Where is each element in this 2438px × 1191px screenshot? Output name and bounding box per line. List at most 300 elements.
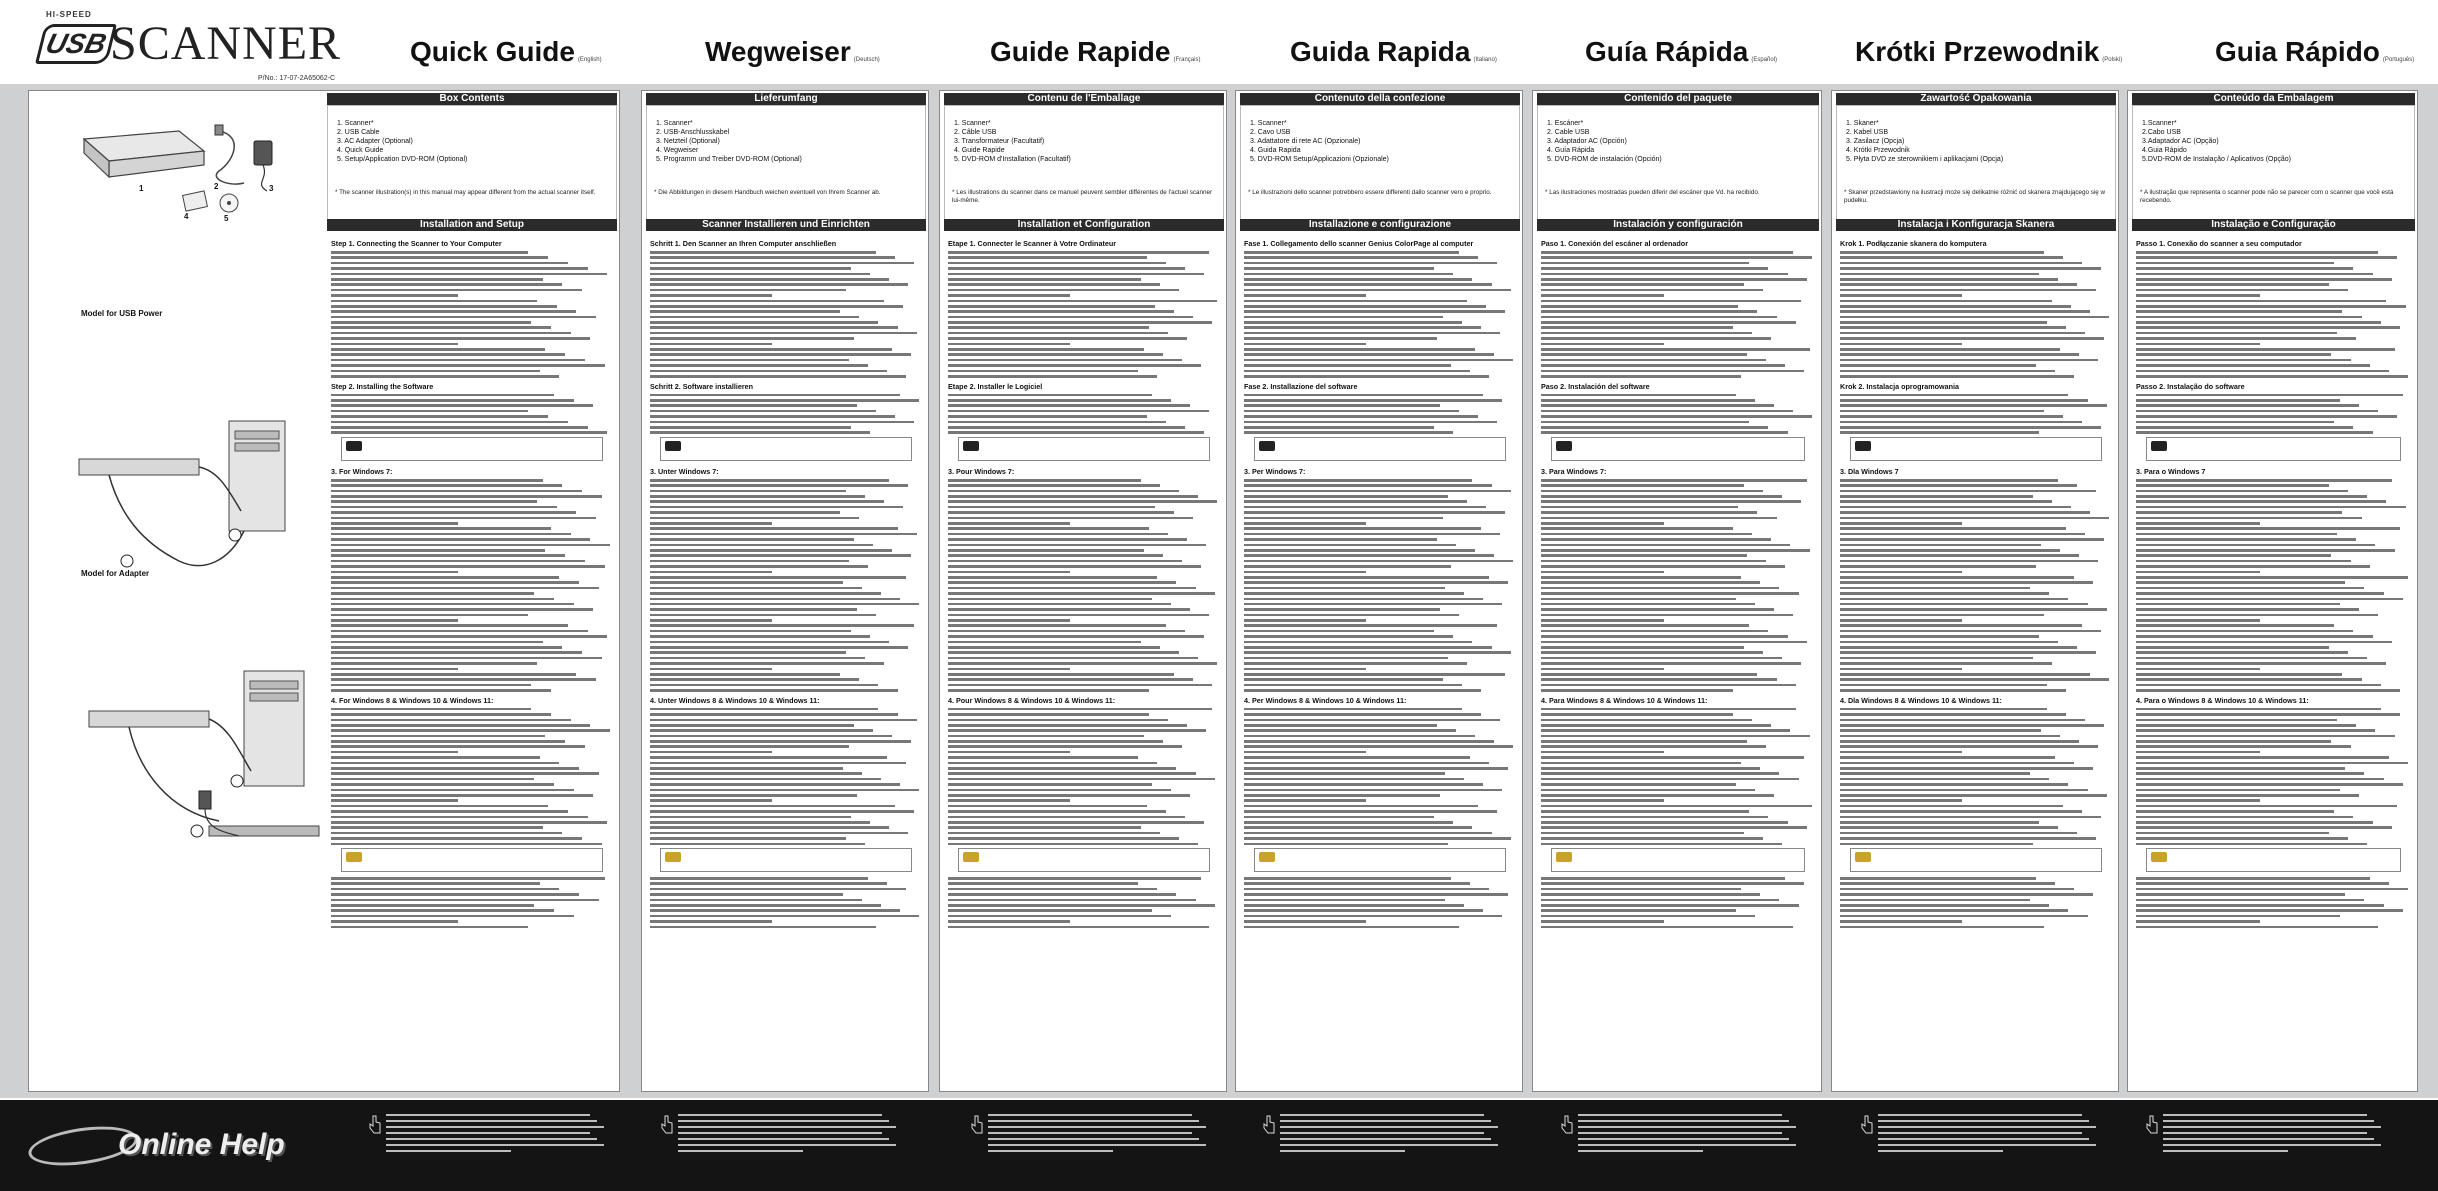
info-icon [2151,441,2167,451]
text-line [2136,337,2356,340]
text-line [650,882,887,885]
text-line [1541,904,1799,907]
text-line [331,756,540,759]
text-line [1541,511,1757,514]
text-line [2136,479,2392,482]
text-line [1280,1114,1484,1116]
text-line [1840,805,2063,808]
text-line [650,278,889,281]
svg-text:3: 3 [269,184,274,193]
box-contents-item: 2. Kabel USB [1846,129,1889,136]
text-line [331,300,537,303]
text-line [948,619,1070,622]
text-line [948,635,1204,638]
text-line [1244,888,1489,891]
text-line [650,673,840,676]
text-line [650,587,862,590]
text-line [1244,399,1502,402]
text-line [988,1132,1192,1134]
language-title-text: Guida Rapida [1290,36,1471,67]
text-line [1244,724,1437,727]
text-line [2136,294,2260,297]
text-line [650,767,843,770]
text-line [948,262,1166,265]
text-line [2136,370,2389,373]
text-line [948,783,1152,786]
installation-body [2136,235,2411,1083]
text-line [650,294,772,297]
text-line [331,740,565,743]
text-line [1840,267,2101,270]
text-line [2136,321,2381,324]
text-line [331,877,605,880]
footer-block-6 [2145,1112,2390,1182]
text-line [1840,370,2055,373]
text-line [1840,745,2098,748]
text-line [948,810,1166,813]
text-line [331,678,596,681]
text-line [1244,251,1459,254]
text-line [1840,635,2039,638]
text-line [2163,1120,2374,1122]
info-note-box [341,437,603,461]
text-line [1244,794,1440,797]
text-line [948,310,1174,313]
box-contents-item: 1. Escáner* [1547,120,1584,127]
text-line [1840,426,2101,429]
info-note [2136,437,2411,463]
text-line [2136,635,2373,638]
language-title-3 [1290,36,1497,68]
box-contents-item: 2. Câble USB [954,129,997,136]
text-line [2136,662,2386,665]
language-tag: (Polski) [2102,57,2123,63]
text-line [1541,262,1749,265]
text-line [650,421,914,424]
illustration-column [29,91,321,1091]
text-line [948,651,1179,654]
box-contents-item: 4. Guida Rapida [1250,147,1301,154]
text-line [2136,404,2359,407]
text-line [650,300,884,303]
info-note-box [1551,437,1805,461]
text-line [948,289,1179,292]
usb-scanner-logo [40,10,342,70]
info-icon [346,441,362,451]
text-line [2136,904,2384,907]
text-line [988,1126,1206,1128]
text-line [1541,805,1812,808]
box-contents-item: 3.Adaptador AC (Opção) [2142,138,2219,145]
attention-note-box [1254,848,1506,872]
text-line [948,608,1190,611]
box-contents-list [656,119,802,164]
text-line [2136,893,2345,896]
hand-pointer-icon [660,1114,674,1134]
text-line [948,899,1196,902]
text-line [650,511,840,514]
text-line [2136,684,2381,687]
text-line [331,689,551,692]
panel-body [2128,91,2418,1091]
text-line [2136,735,2395,738]
windows8-heading: 4. Unter Windows 8 & Windows 10 & Windows 11: [650,695,820,705]
text-line [678,1114,882,1116]
box-contents-item: 5. DVD-ROM Setup/Applicazioni (Opzionale) [1250,156,1389,163]
text-line [1840,571,1962,574]
text-line [331,511,576,514]
text-line [1840,735,2060,738]
text-line [2136,915,2340,918]
step1-heading: Paso 1. Conexión del escáner al ordenador [1541,239,1688,248]
step2-heading: Step 2. Installing the Software [331,381,434,391]
text-line [948,415,1147,418]
text-line [2136,348,2395,351]
text-line [2136,614,2378,617]
text-line [1541,506,1738,509]
text-line [650,729,873,732]
logo-tagline: HI-SPEED [46,10,92,19]
text-line [1541,517,1777,520]
text-line [948,735,1144,738]
text-line [650,404,857,407]
footer-text [1878,1114,2105,1156]
hand-pointer-icon [1560,1114,1574,1134]
text-line [948,816,1185,819]
text-line [650,608,857,611]
text-line [2136,603,2340,606]
text-line [1541,767,1760,770]
scanner-icon [84,131,204,177]
text-line [650,495,865,498]
info-note [331,437,613,463]
step1-heading: Krok 1. Podłączanie skanera do komputera [1840,239,1987,248]
language-title-text: Guia Rápido [2215,36,2380,67]
text-line [1244,899,1445,902]
text-line [1840,332,2085,335]
text-line [1840,256,2063,259]
text-line [1541,614,1793,617]
text-line [2136,305,2406,308]
box-contents-item: 2. Cable USB [1547,129,1590,136]
text-line [1840,762,2074,765]
text-line [2136,273,2373,276]
text-line [386,1120,597,1122]
text-line [1840,410,2044,413]
text-line [1840,353,2079,356]
text-line [331,789,574,792]
text-line [1840,394,2068,397]
text-line [1541,321,1796,324]
text-line [948,740,1163,743]
text-line [948,364,1201,367]
text-line [1541,708,1796,711]
text-line [1840,789,2088,792]
text-line [650,533,917,536]
text-line [1840,251,2044,254]
text-line [948,805,1147,808]
text-line [1840,598,2068,601]
text-line [948,837,1179,840]
text-line [331,904,534,907]
text-line [1244,495,1448,498]
text-line [650,805,895,808]
footer-text [2163,1114,2390,1156]
text-line [331,598,554,601]
text-line [2136,399,2340,402]
text-line [948,359,1182,362]
text-line [1840,799,1962,802]
hand-pointer-icon [1860,1114,1874,1134]
text-line [948,909,1152,912]
text-line [650,832,908,835]
text-line [1840,810,2082,813]
text-line [1840,592,2049,595]
text-line [1244,410,1459,413]
text-line [948,843,1198,846]
text-line [1541,404,1774,407]
text-line [331,375,559,378]
text-line [331,794,593,797]
illustration-note: * A ilustração que representa o scanner pode não se parecer com o scanner que você está recebendo. [2140,189,2394,204]
text-line [331,799,458,802]
text-line [2136,353,2331,356]
hand-pointer-icon [1262,1114,1276,1134]
text-line [2136,926,2378,929]
text-line [650,641,889,644]
text-line [1840,888,2074,891]
text-line [948,587,1196,590]
text-line [1541,646,1744,649]
language-title-text: Guide Rapide [990,36,1171,67]
text-line [331,321,531,324]
text-line [2136,364,2370,367]
text-line [1541,326,1733,329]
text-line [948,343,1070,346]
attention-note [1840,848,2112,874]
text-line [2136,267,2353,270]
panel-body [1533,91,1822,1091]
info-icon [963,441,979,451]
attention-icon [665,852,681,862]
text-line [1840,619,1962,622]
text-line [331,581,579,584]
text-line [650,375,906,378]
text-line [650,256,895,259]
text-line [650,426,851,429]
panel-3 [1235,90,1523,1092]
text-line [948,920,1070,923]
text-line [948,426,1185,429]
box-contents-list [1846,119,2003,164]
text-line [1840,544,2041,547]
text-line [2136,278,2392,281]
installation-body [948,235,1220,1083]
text-line [1541,893,1760,896]
text-line [331,899,599,902]
box-contents-item: 5. Setup/Application DVD-ROM (Optional) [337,156,468,163]
attention-note [331,848,613,874]
text-line [948,719,1168,722]
text-line [650,708,878,711]
text-line [948,581,1176,584]
illustration-note: * Las ilustraciones mostradas pueden diferir del escáner que Vd. ha recibido. [1545,189,1760,196]
text-line [2136,608,2359,611]
attention-note [1541,848,1815,874]
text-line [1244,708,1462,711]
text-line [1840,673,2090,676]
text-line [1840,893,2093,896]
text-line [650,799,772,802]
text-line [650,527,898,530]
text-line [1541,560,1766,563]
text-line [1244,305,1486,308]
text-line [2136,832,2329,835]
text-line [331,326,551,329]
text-line [2136,554,2331,557]
text-line [1840,278,2058,281]
text-line [1244,375,1489,378]
text-line [948,495,1198,498]
text-line [331,751,458,754]
text-line [1244,337,1437,340]
text-line [1840,587,2030,590]
step2-heading: Schritt 2. Software installieren [650,381,754,391]
text-line [1541,751,1664,754]
text-line [1244,778,1464,781]
text-line [1244,783,1483,786]
language-tag: (English) [577,57,602,63]
text-line [1840,359,2098,362]
text-line [331,783,554,786]
text-line [1244,608,1440,611]
footer-block-5 [1860,1112,2105,1182]
text-line [1578,1114,1782,1116]
text-line [1244,484,1492,487]
language-tag: (Deutsch) [853,57,880,63]
text-line [650,484,908,487]
text-line [1541,527,1733,530]
text-line [331,394,554,397]
text-line [1840,289,2096,292]
text-line [1244,904,1464,907]
text-line [331,778,534,781]
text-line [1541,899,1779,902]
box-contents-item: 1.Scanner* [2142,120,2177,127]
text-line [331,353,565,356]
text-line [948,484,1160,487]
footer-text [386,1114,613,1156]
text-line [2136,619,2260,622]
language-tag: (Español) [1751,57,1778,63]
illustration-note: * The scanner illustration(s) in this manual may appear different from the actual scanner itself. [335,189,596,196]
info-note [1244,437,1516,463]
attention-note [948,848,1220,874]
text-line [331,729,610,732]
text-line [1541,500,1801,503]
text-line [948,560,1182,563]
text-line [331,332,571,335]
logo-scanner: SCANNER [110,17,342,70]
text-line [2136,888,2408,891]
text-line [2136,772,2364,775]
label-usb-power-model: Model for USB Power [81,309,163,318]
text-line [331,538,590,541]
text-line [2163,1144,2381,1146]
installation-header: Instalacja i Konfiguracja Skanera [1836,219,2116,231]
text-line [1244,426,1434,429]
text-line [331,421,568,424]
text-line [2136,713,2400,716]
text-line [650,549,892,552]
attention-note-box [341,848,603,872]
text-line [2136,500,2386,503]
text-line [2136,343,2260,346]
panel-2 [939,90,1227,1092]
text-line [1244,678,1443,681]
text-line [650,646,908,649]
text-line [1541,359,1766,362]
text-line [948,375,1157,378]
info-icon [1259,441,1275,451]
online-help-footer [0,1100,2438,1191]
panel-body [642,91,929,1091]
text-line [650,538,854,541]
text-line [1244,394,1483,397]
text-line [1244,673,1505,676]
text-line [650,554,911,557]
text-line [331,719,571,722]
setup-illustrations [29,91,321,1091]
text-line [1840,826,2058,829]
text-line [386,1150,511,1152]
text-line [1244,789,1502,792]
text-line [331,762,559,765]
footer-text [678,1114,905,1156]
text-line [1244,799,1366,802]
text-line [331,624,568,627]
text-line [948,598,1152,601]
dvd-icon [220,194,238,212]
box-contents-item: 3. Adaptador AC (Opción) [1547,138,1627,145]
text-line [650,399,919,402]
text-line [650,415,895,418]
text-line [1541,673,1757,676]
step2-heading: Passo 2. Instalação do software [2136,381,2245,391]
text-line [1541,410,1793,413]
text-line [1541,533,1752,536]
text-line [948,826,1141,829]
text-line [1541,300,1801,303]
text-line [2136,251,2378,254]
text-line [2136,789,2340,792]
text-line [2136,581,2345,584]
text-line [948,431,1204,434]
text-line [650,810,914,813]
text-line [1541,735,1810,738]
text-line [650,926,876,929]
text-line [1244,909,1483,912]
attention-icon [1556,852,1572,862]
text-line [1840,565,2036,568]
text-line [2136,646,2329,649]
text-line [948,893,1176,896]
text-line [948,724,1187,727]
text-line [1541,565,1785,568]
text-line [1244,745,1513,748]
box-contents-item: 4.Guia Rápido [2142,147,2187,154]
text-line [948,668,1070,671]
